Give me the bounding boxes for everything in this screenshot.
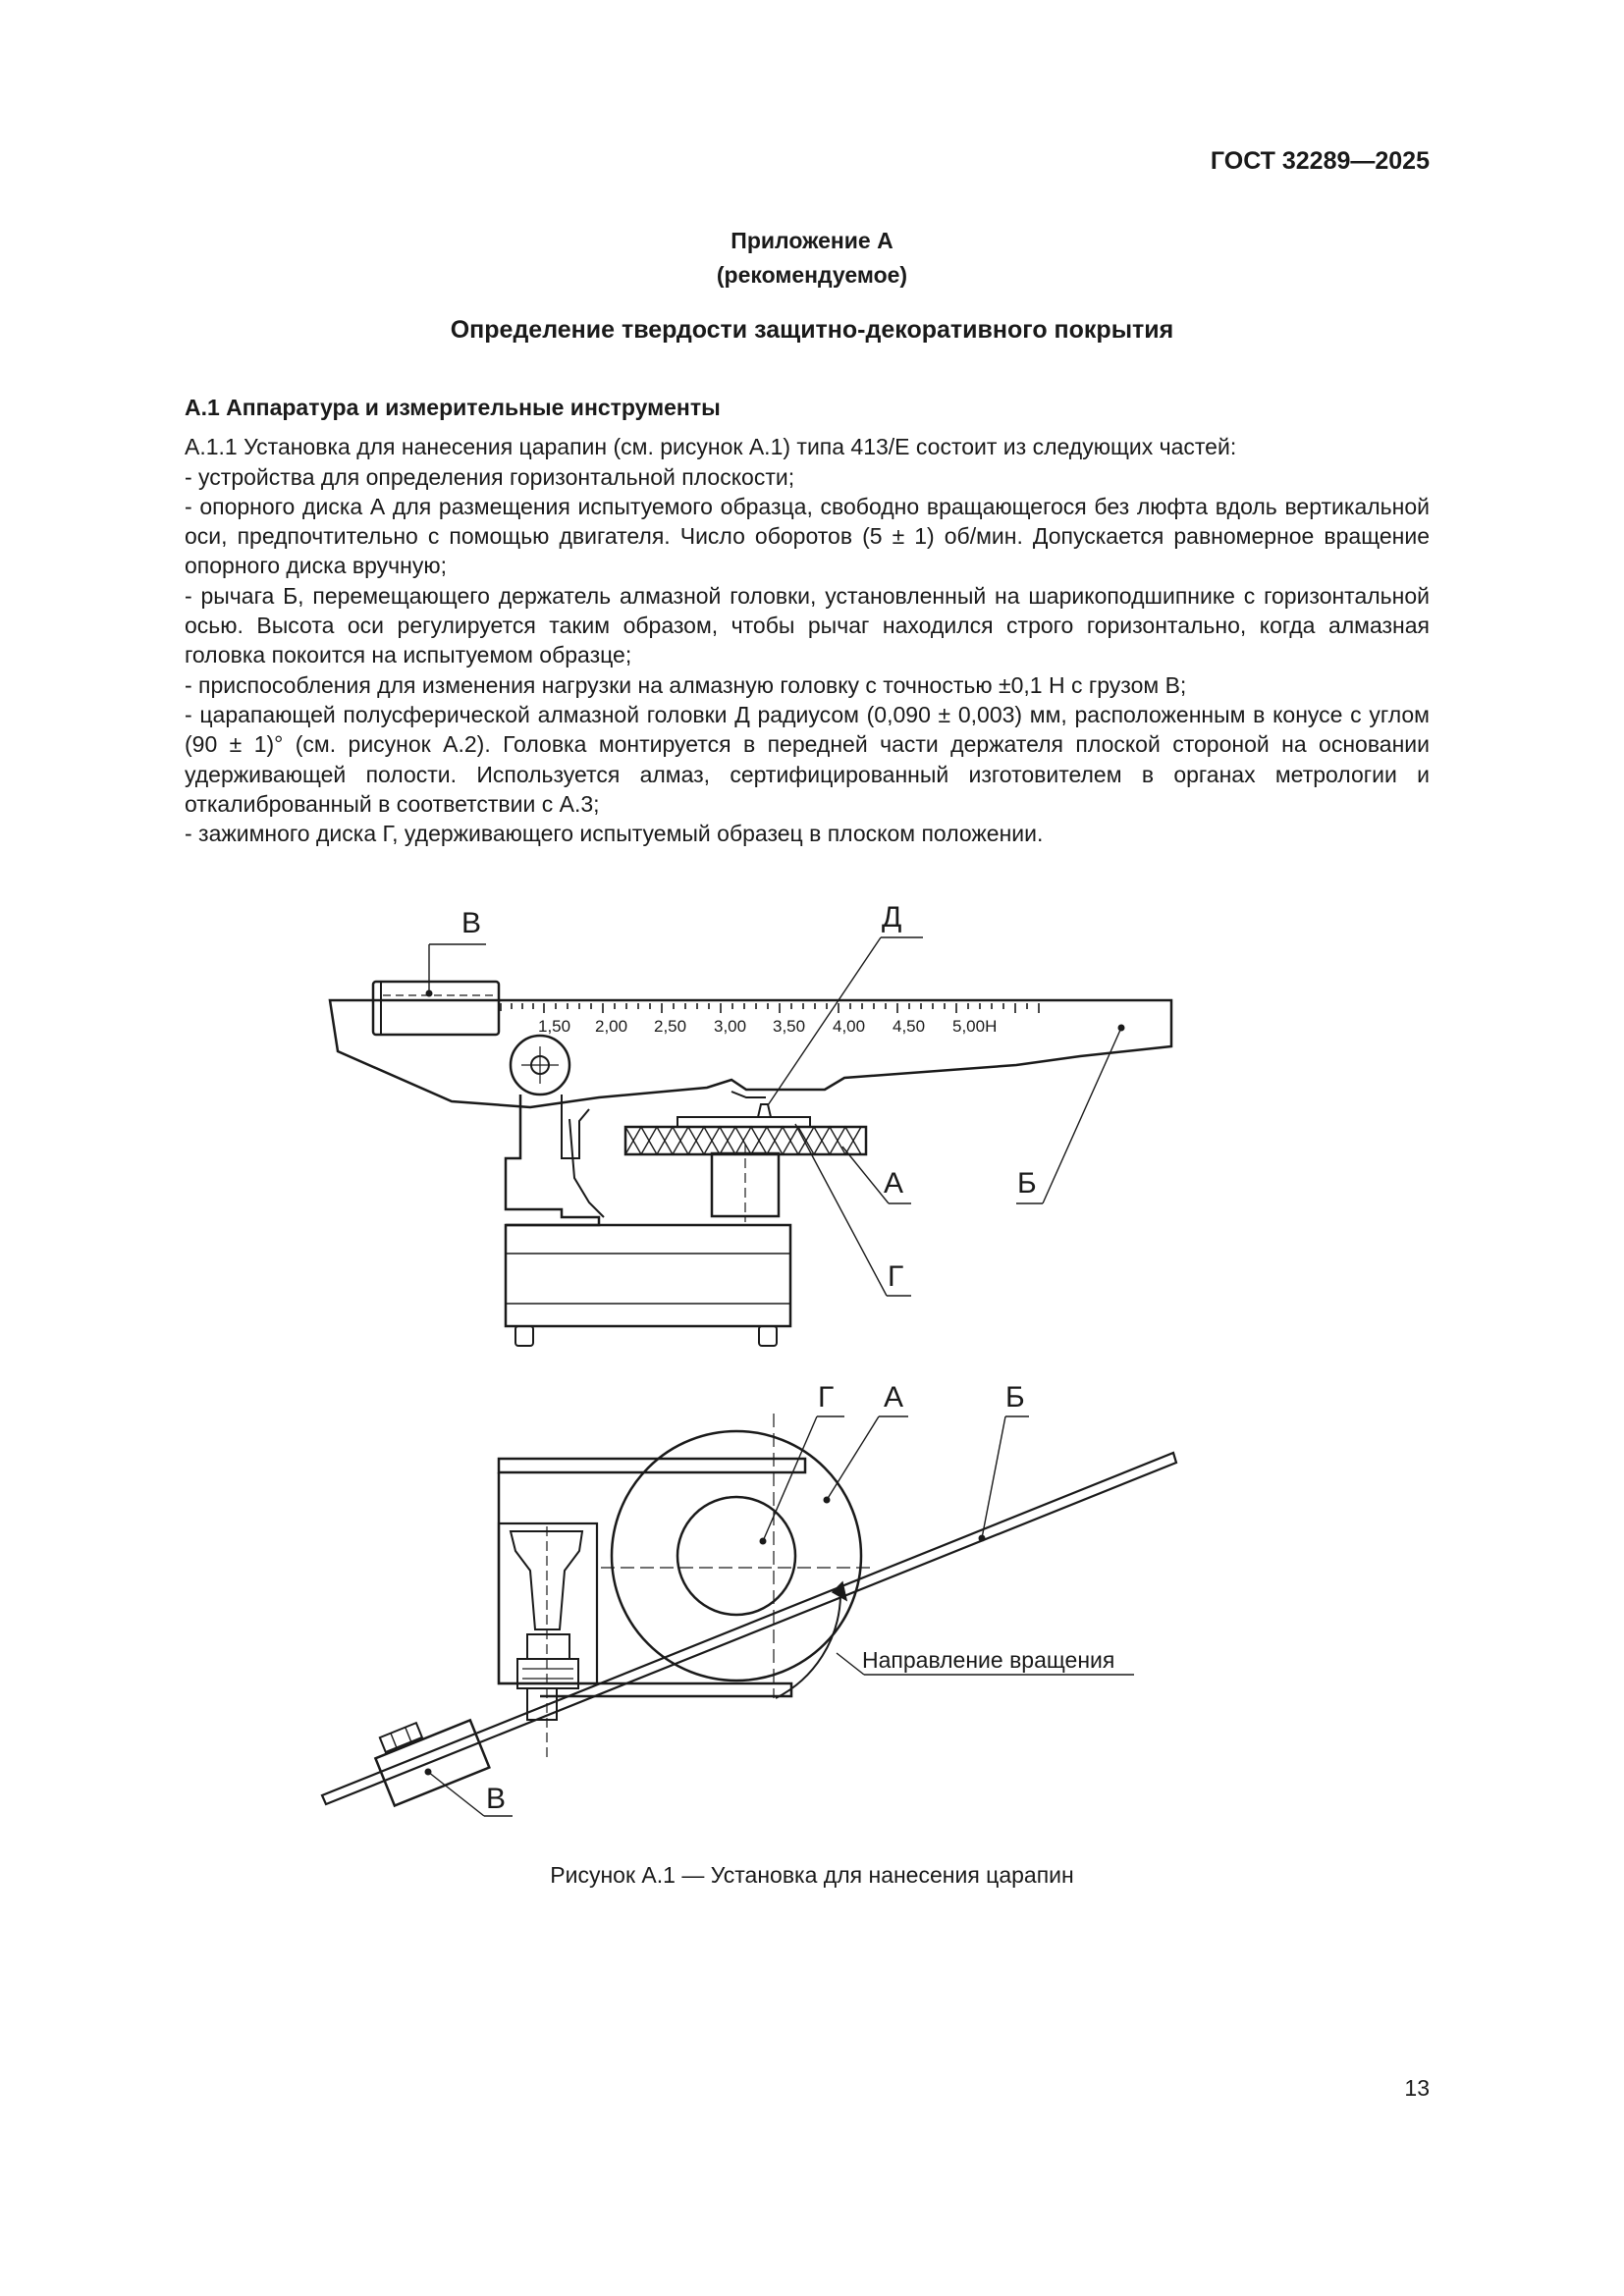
paragraph: А.1.1 Установка для нанесения царапин (см. рисунок А.1) типа 413/Е состоит из следующих частей: bbox=[185, 434, 1237, 460]
scale-label: 2,50 bbox=[654, 1017, 687, 1036]
base-block bbox=[506, 1225, 790, 1326]
foot bbox=[515, 1326, 533, 1346]
plan-lever-bar bbox=[322, 1453, 1176, 1804]
foot bbox=[759, 1326, 777, 1346]
label-disk-bottom: А bbox=[884, 1381, 904, 1414]
paragraph: - приспособления для изменения нагрузки на алмазную головку с точностью ±0,1 Н с грузом В; bbox=[185, 671, 1187, 698]
paragraph: - рычага Б, перемещающего держатель алмазной головки, установленный на шарикоподшипнике с горизонтальной осью. Высота оси регулируется таким образом, чтобы рычаг находился строго горизонтально, когда алмазная головка покоится на испытуемом образце; bbox=[185, 582, 1430, 668]
lever-beam bbox=[330, 1000, 1171, 1107]
standard-number: ГОСТ 32289—2025 bbox=[1210, 147, 1430, 175]
clamp-disk bbox=[677, 1117, 810, 1127]
diamond-holder bbox=[758, 1104, 771, 1117]
label-clamp-bottom: Г bbox=[818, 1381, 835, 1414]
section-heading: А.1 Аппаратура и измерительные инструменты bbox=[185, 395, 721, 420]
scale-label: 4,50 bbox=[893, 1017, 926, 1036]
paragraph: - царапающей полусферической алмазной головки Д радиусом (0,090 ± 0,003) мм, расположенным в конусе с углом (90 ± 1)° (см. рисунок А.2). Головка монтируется в передней части держателя плоской стороной на основании удерживающей полости. Используется алмаз, сертифицированный изготовителем в органах метрологии и откалиброванный в соответствии с А.3; bbox=[185, 701, 1430, 817]
scale-label: 5,00Н bbox=[952, 1017, 998, 1036]
paragraph: - устройства для определения горизонтальной плоскости; bbox=[185, 463, 795, 490]
paragraph: - зажимного диска Г, удерживающего испытуемый образец в плоском положении. bbox=[185, 821, 1044, 847]
body-text bbox=[185, 393, 1430, 848]
label-disk-top: А bbox=[884, 1167, 904, 1200]
label-weight-bottom: В bbox=[486, 1783, 507, 1815]
document-title: Определение твердости защитно-декоративного покрытия bbox=[450, 316, 1174, 344]
scale-label: 4,00 bbox=[833, 1017, 866, 1036]
appendix-status: (рекомендуемое) bbox=[716, 262, 908, 288]
scale-labels bbox=[538, 1017, 997, 1036]
scale-label: 3,50 bbox=[773, 1017, 806, 1036]
label-clamp-top: Г bbox=[888, 1260, 904, 1293]
appendix-title: Приложение А bbox=[731, 228, 893, 253]
appendix-heading bbox=[0, 224, 1624, 293]
page-number: 13 bbox=[1404, 2075, 1430, 2101]
plan-support-disk bbox=[612, 1431, 861, 1681]
paragraph: - опорного диска А для размещения испытуемого образца, свободно вращающегося без люфта вдоль вертикальной оси, предпочтительно с помощью двигателя. Число оборотов (5 ± 1) об/мин. Допускается равномерное вращение опорного диска вручную; bbox=[185, 493, 1430, 579]
scratch-apparatus-figure bbox=[295, 883, 1218, 1836]
plan-clamp-disk bbox=[677, 1497, 795, 1615]
label-lever-top: Б bbox=[1017, 1167, 1037, 1200]
label-lever-bottom: Б bbox=[1005, 1381, 1025, 1414]
rotation-direction-label: Направление вращения bbox=[862, 1647, 1115, 1673]
label-weight-top: В bbox=[461, 907, 482, 939]
figure-caption: Рисунок А.1 — Установка для нанесения царапин bbox=[550, 1862, 1074, 1888]
scale-ticks bbox=[501, 1003, 1039, 1013]
scale-label: 3,00 bbox=[714, 1017, 747, 1036]
scale-label: 1,50 bbox=[538, 1017, 571, 1036]
scale-label: 2,00 bbox=[595, 1017, 628, 1036]
label-diamond-top: Д bbox=[882, 901, 902, 934]
plan-weight bbox=[369, 1704, 490, 1806]
sliding-weight bbox=[373, 982, 499, 1035]
